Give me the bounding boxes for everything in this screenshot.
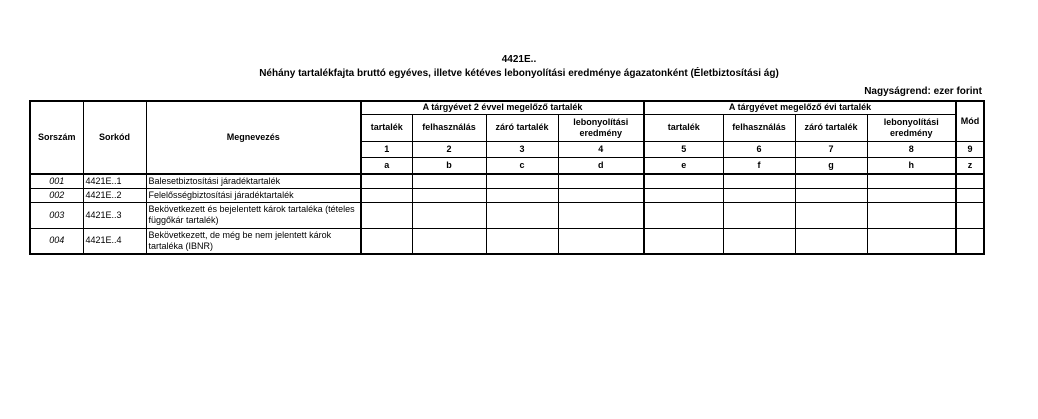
unit-label: Nagyságrend: ezer forint — [864, 86, 982, 97]
subheader-col-1: tartalék — [361, 114, 412, 141]
col-letter: f — [723, 157, 795, 174]
input-cell-g[interactable] — [795, 174, 867, 188]
input-cell-f[interactable] — [723, 188, 795, 202]
input-cell-d[interactable] — [558, 228, 644, 254]
subheader-col-2: felhasználás — [412, 114, 486, 141]
col-number: 8 — [867, 141, 956, 157]
header-sorszam: Sorszám — [30, 101, 83, 174]
input-cell-g[interactable] — [795, 228, 867, 254]
row-sorszam: 004 — [30, 228, 83, 254]
row-sorkod: 4421E..2 — [83, 188, 146, 202]
data-table — [29, 100, 985, 255]
input-cell-d[interactable] — [558, 188, 644, 202]
input-cell-d[interactable] — [558, 174, 644, 188]
col-number: 2 — [412, 141, 486, 157]
input-cell-e[interactable] — [644, 188, 723, 202]
table-row — [30, 174, 984, 188]
input-cell-f[interactable] — [723, 174, 795, 188]
input-cell-b[interactable] — [412, 228, 486, 254]
table-row — [30, 228, 984, 254]
row-sorszam: 003 — [30, 202, 83, 228]
input-cell-e[interactable] — [644, 174, 723, 188]
header-sorkod: Sorkód — [83, 101, 146, 174]
input-cell-b[interactable] — [412, 174, 486, 188]
col-number: 4 — [558, 141, 644, 157]
header-mod: Mód — [956, 101, 984, 141]
table-row — [30, 188, 984, 202]
col-letter: a — [361, 157, 412, 174]
input-cell-c[interactable] — [486, 188, 558, 202]
input-cell-g[interactable] — [795, 202, 867, 228]
input-cell-h[interactable] — [867, 228, 956, 254]
input-cell-a[interactable] — [361, 188, 412, 202]
col-letter: z — [956, 157, 984, 174]
row-sorszam: 002 — [30, 188, 83, 202]
input-cell-h[interactable] — [867, 174, 956, 188]
input-cell-h[interactable] — [867, 188, 956, 202]
header-megnevezes: Megnevezés — [146, 101, 361, 174]
input-cell-a[interactable] — [361, 202, 412, 228]
input-cell-c[interactable] — [486, 202, 558, 228]
form-title: Néhány tartalékfajta bruttó egyéves, illetve kétéves lebonyolítási eredménye ágazatonként (Életbiztosítási ág) — [259, 68, 779, 79]
table-row — [30, 202, 984, 228]
input-cell-b[interactable] — [412, 202, 486, 228]
row-name: Bekövetkezett, de még be nem jelentett károk tartaléka (IBNR) — [146, 228, 361, 254]
input-cell-z[interactable] — [956, 188, 984, 202]
col-number: 3 — [486, 141, 558, 157]
col-letter: b — [412, 157, 486, 174]
input-cell-a[interactable] — [361, 174, 412, 188]
row-sorkod: 4421E..3 — [83, 202, 146, 228]
col-number: 6 — [723, 141, 795, 157]
col-number: 9 — [956, 141, 984, 157]
row-sorkod: 4421E..1 — [83, 174, 146, 188]
input-cell-b[interactable] — [412, 188, 486, 202]
input-cell-f[interactable] — [723, 228, 795, 254]
input-cell-d[interactable] — [558, 202, 644, 228]
form-code: 4421E.. — [501, 54, 537, 65]
input-cell-a[interactable] — [361, 228, 412, 254]
input-cell-h[interactable] — [867, 202, 956, 228]
subheader-col-5: tartalék — [644, 114, 723, 141]
col-number: 5 — [644, 141, 723, 157]
row-sorszam: 001 — [30, 174, 83, 188]
col-letter: c — [486, 157, 558, 174]
col-letter: g — [795, 157, 867, 174]
input-cell-z[interactable] — [956, 228, 984, 254]
header-group-previous-year: A tárgyévet megelőző évi tartalék — [644, 101, 956, 114]
input-cell-e[interactable] — [644, 228, 723, 254]
input-cell-e[interactable] — [644, 202, 723, 228]
row-name: Felelősségbiztosítási járadéktartalék — [146, 188, 361, 202]
input-cell-c[interactable] — [486, 174, 558, 188]
header-group-2-years-before: A tárgyévet 2 évvel megelőző tartalék — [361, 101, 644, 114]
col-letter: d — [558, 157, 644, 174]
row-name: Bekövetkezett és bejelentett károk tartaléka (tételes függőkár tartalék) — [146, 202, 361, 228]
subheader-col-3: záró tartalék — [486, 114, 558, 141]
subheader-col-7: záró tartalék — [795, 114, 867, 141]
input-cell-z[interactable] — [956, 202, 984, 228]
subheader-col-4: lebonyolítási eredmény — [558, 114, 644, 141]
subheader-col-8: lebonyolítási eredmény — [867, 114, 956, 141]
input-cell-z[interactable] — [956, 174, 984, 188]
input-cell-g[interactable] — [795, 188, 867, 202]
col-letter: e — [644, 157, 723, 174]
input-cell-c[interactable] — [486, 228, 558, 254]
row-name: Balesetbiztosítási járadéktartalék — [146, 174, 361, 188]
subheader-col-6: felhasználás — [723, 114, 795, 141]
input-cell-f[interactable] — [723, 202, 795, 228]
col-number: 1 — [361, 141, 412, 157]
col-letter: h — [867, 157, 956, 174]
col-number: 7 — [795, 141, 867, 157]
row-sorkod: 4421E..4 — [83, 228, 146, 254]
